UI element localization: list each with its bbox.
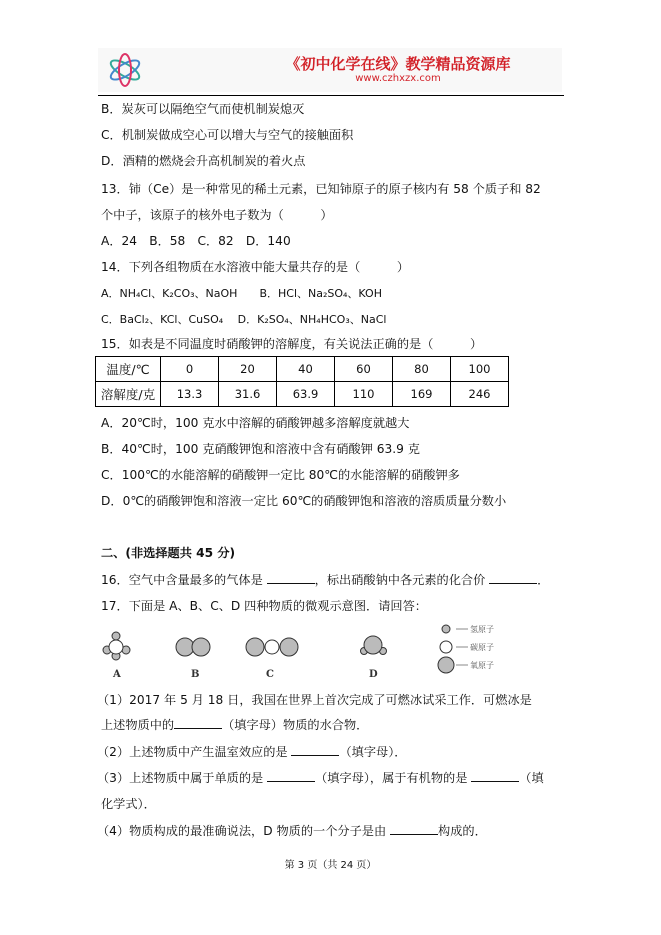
table-cell: 80 (393, 357, 451, 382)
question-15-d: D．0℃的硝酸钾饱和溶液一定比 60℃的硝酸钾饱和溶液的溶质质量分数小 (101, 494, 507, 508)
molecule-b (176, 638, 210, 656)
text: ． (537, 573, 550, 587)
question-14: 14．下列各组物质在水溶液中能大量共存的是（ ） (101, 260, 410, 274)
text: 构成的． (438, 824, 487, 838)
label-a: A (113, 669, 121, 680)
table-cell: 40 (277, 357, 335, 382)
molecule-c (246, 638, 298, 656)
answer-blank (489, 573, 537, 584)
part-4 (97, 822, 487, 839)
header-banner (98, 48, 562, 92)
question-14-options-ab: A．NH₄Cl、K₂CO₃、NaOH B．HCl、Na₂SO₄、KOH (101, 287, 382, 300)
header-title: 《初中化学在线》教学精品资源库 (285, 55, 511, 73)
part-1: （1）2017 年 5 月 18 日，我国在世界上首次完成了可燃冰试采工作．可燃冰是 (97, 693, 532, 707)
table-cell: 20 (219, 357, 277, 382)
question-13-cont: 个中子，该原子的核外电子数为（ ） (101, 208, 333, 222)
answer-blank (267, 771, 315, 782)
part-2 (97, 743, 406, 760)
question-15-a: A．20℃时，100 克水中溶解的硝酸钾越多溶解度就越大 (101, 416, 410, 430)
header-divider (98, 95, 564, 96)
molecule-d (361, 636, 387, 655)
text: （填字母）物质的水合物． (222, 718, 369, 732)
option-d: D．酒精的燃烧会升高机制炭的着火点 (101, 154, 306, 168)
table-cell: 60 (335, 357, 393, 382)
table-cell: 0 (161, 357, 219, 382)
table-cell: 溶解度/克 (96, 382, 161, 407)
table-cell: 110 (335, 382, 393, 407)
option-b: B．炭灰可以隔绝空气而使机制炭熄灭 (101, 102, 305, 116)
legend-hydrogen: 氢原子 (470, 625, 494, 634)
text: （4）物质构成的最准确说法，D 物质的一个分子是由 (97, 824, 391, 838)
question-16 (101, 571, 549, 588)
table-cell: 13.3 (161, 382, 219, 407)
table-cell: 63.9 (277, 382, 335, 407)
question-15-b: B．40℃时，100 克硝酸钾饱和溶液中含有硝酸钾 63.9 克 (101, 442, 420, 456)
label-b: B (191, 669, 200, 680)
table-cell: 246 (451, 382, 509, 407)
question-13: 13．铈（Ce）是一种常见的稀土元素，已知铈原子的原子核内有 58 个质子和 82 (101, 182, 541, 196)
header-url: www.czhxzx.com (355, 73, 441, 84)
text: （2）上述物质中产生温室效应的是 (97, 745, 292, 759)
molecule-a (103, 632, 130, 660)
answer-blank (267, 573, 315, 584)
answer-blank (291, 745, 339, 756)
solubility-table (95, 356, 509, 407)
page-footer: 第 3 页（共 24 页） (284, 860, 377, 871)
question-13-options: A．24 B．58 C．82 D．140 (101, 234, 291, 248)
question-15-c: C．100℃的水能溶解的硝酸钾一定比 80℃的水能溶解的硝酸钾多 (101, 468, 460, 482)
table-cell: 100 (451, 357, 509, 382)
answer-blank (390, 824, 438, 835)
text: 上述物质中的 (101, 718, 175, 732)
table-row (96, 357, 509, 382)
logo-icon (106, 52, 144, 88)
text: ，标出硝酸钠中各元素的化合价 (314, 573, 490, 587)
legend (438, 625, 468, 673)
question-17: 17．下面是 A、B、C、D 四种物质的微观示意图．请回答： (101, 599, 427, 613)
label-c: C (266, 669, 274, 680)
section-heading: 二、(非选择题共 45 分) (101, 546, 236, 560)
table-cell: 温度/℃ (96, 357, 161, 382)
legend-carbon: 碳原子 (470, 643, 494, 652)
question-15: 15．如表是不同温度时硝酸钾的溶解度，有关说法正确的是（ ） (101, 337, 483, 351)
text: 16．空气中含量最多的气体是 (101, 573, 267, 587)
part-3 (97, 769, 544, 786)
label-d: D (369, 669, 378, 680)
option-c: C．机制炭做成空心可以增大与空气的接触面积 (101, 128, 354, 142)
table-cell: 31.6 (219, 382, 277, 407)
table-cell: 169 (393, 382, 451, 407)
legend-oxygen: 氧原子 (470, 661, 494, 670)
text: （填字母）． (339, 745, 407, 759)
text: （3）上述物质中属于单质的是 (97, 771, 268, 785)
part-3-cont: 化学式）． (101, 797, 156, 811)
question-14-options-cd: C．BaCl₂、KCl、CuSO₄ D．K₂SO₄、NH₄HCO₃、NaCl (101, 313, 387, 326)
answer-blank (174, 718, 222, 729)
part-1-cont (101, 716, 368, 733)
text: （填字母），属于有机物的是 (315, 771, 472, 785)
text: （填 (519, 771, 544, 785)
table-row (96, 382, 509, 407)
answer-blank (471, 771, 519, 782)
